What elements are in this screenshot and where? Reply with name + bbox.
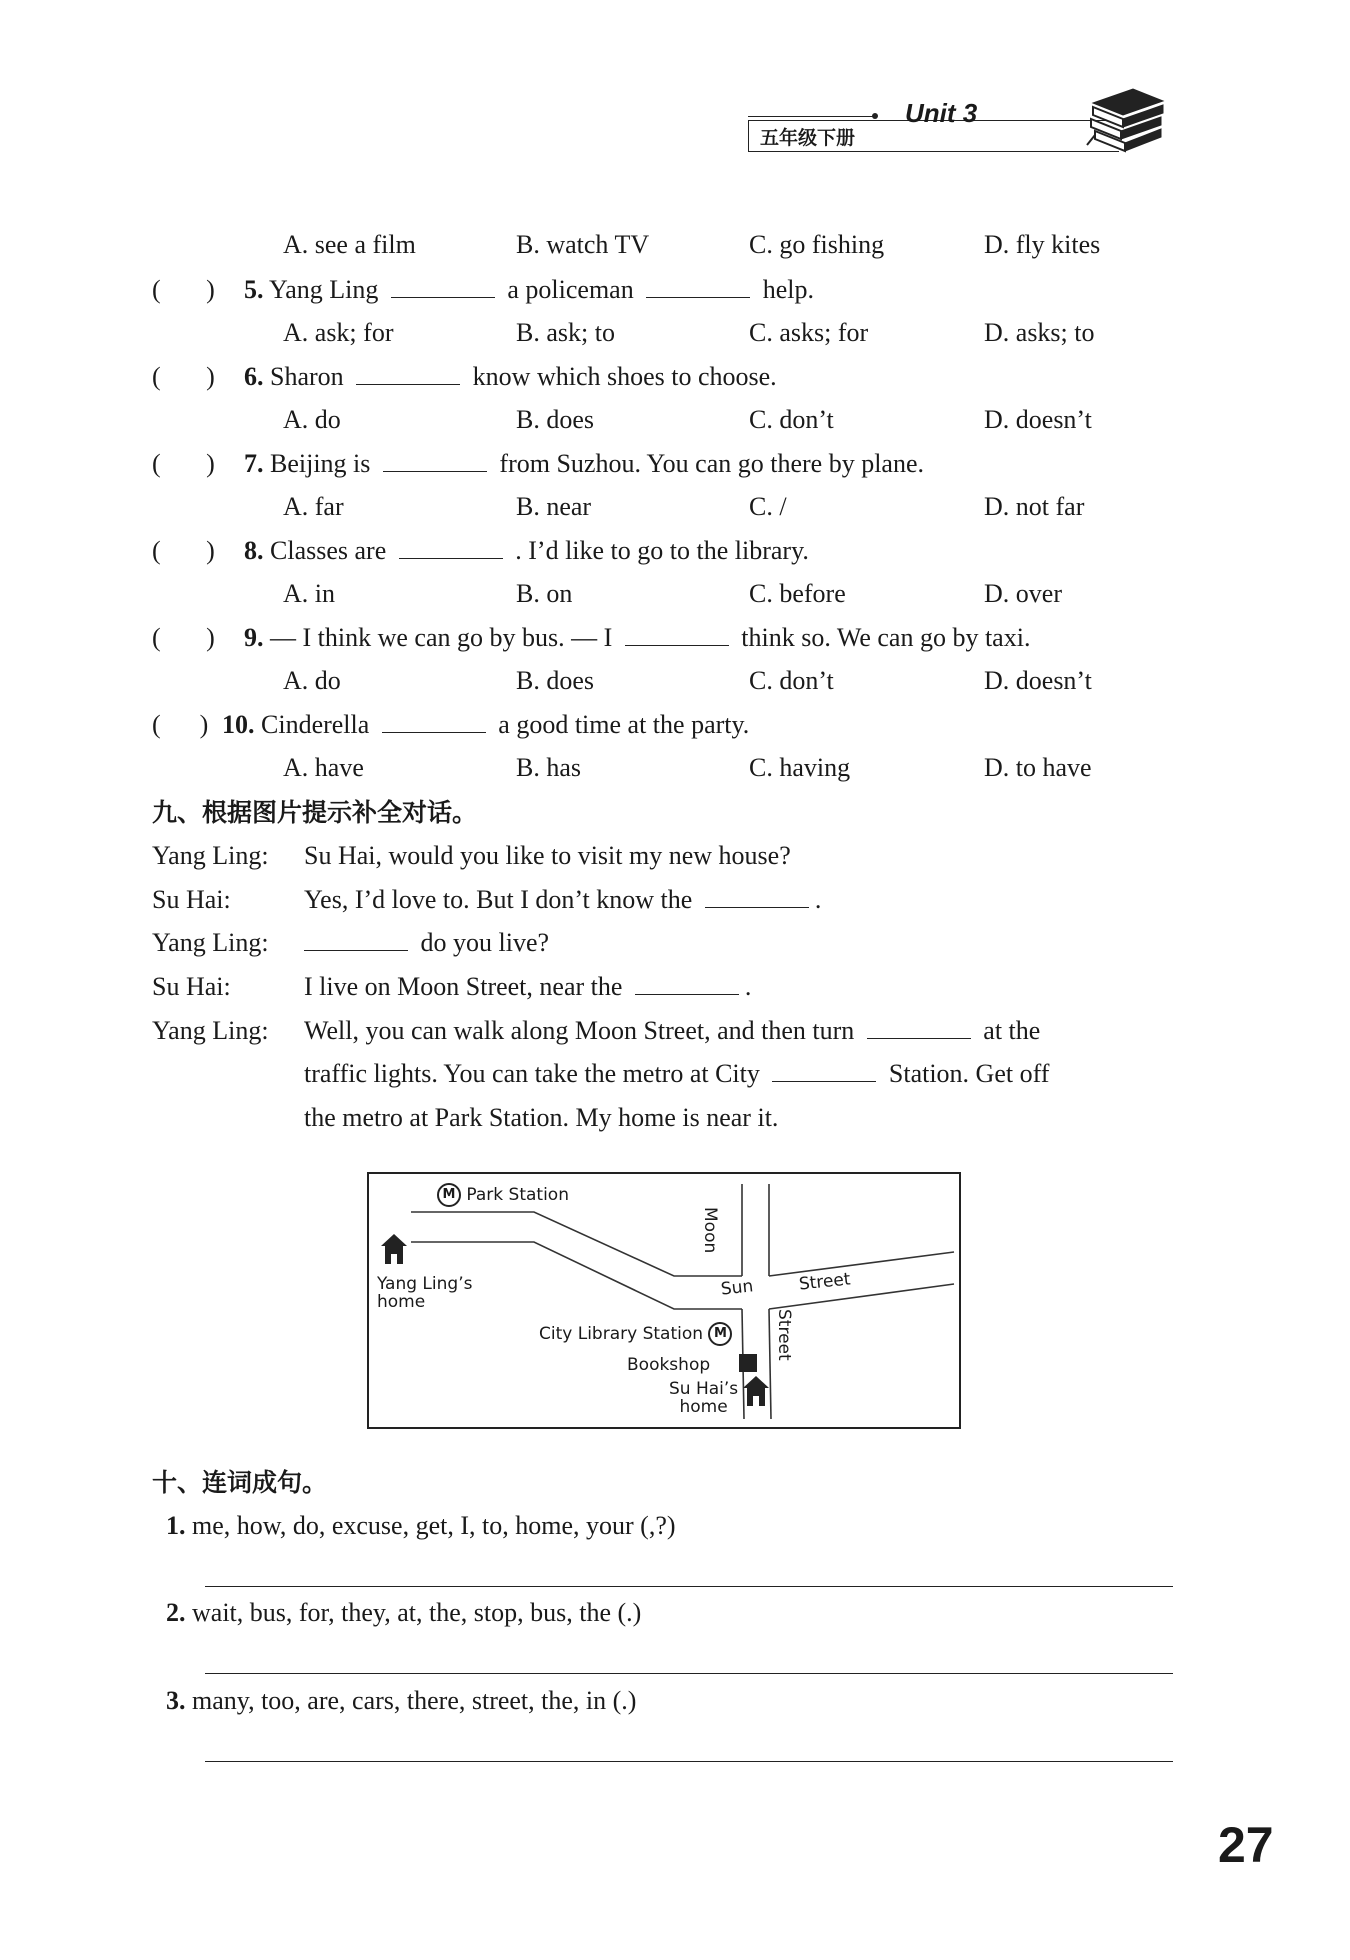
- question-8: [244, 538, 809, 564]
- fill-blank[interactable]: [867, 1018, 971, 1039]
- moon-street-label-bottom: Street: [774, 1309, 794, 1361]
- dialogue-text: .: [814, 885, 822, 914]
- question-text: . I’d like to go to the library.: [515, 536, 809, 565]
- question-5: [244, 277, 814, 303]
- option: C. having: [749, 753, 851, 782]
- header-grade: 五年级下册: [760, 127, 856, 149]
- metro-icon: M: [437, 1183, 461, 1207]
- page-number: 27: [1218, 1817, 1274, 1873]
- item-number: 3.: [166, 1686, 186, 1715]
- option: A. have: [283, 753, 364, 782]
- fill-blank[interactable]: [304, 930, 408, 951]
- street-label: Street: [797, 1269, 852, 1295]
- option: A. far: [283, 492, 344, 521]
- option: B. near: [516, 492, 592, 521]
- section-10-title: 十、连词成句。: [152, 1468, 328, 1497]
- question-number: 10.: [222, 710, 255, 739]
- answer-paren[interactable]: ( ): [152, 536, 215, 565]
- question-text: Cinderella: [261, 710, 370, 739]
- answer-paren[interactable]: ( ): [152, 362, 215, 391]
- speaker: Yang Ling:: [152, 1016, 269, 1045]
- dialogue-text: Well, you can walk along Moon Street, and then turn: [304, 1016, 855, 1045]
- fill-blank[interactable]: [705, 887, 809, 908]
- dialogue-text: .: [744, 972, 752, 1001]
- su-home-text-2: home: [679, 1396, 728, 1417]
- dialogue-text: do you live?: [420, 928, 550, 957]
- option: C. before: [749, 579, 846, 608]
- header-unit: Unit 3: [905, 98, 978, 128]
- answer-line[interactable]: [205, 1673, 1173, 1674]
- dialogue-text: traffic lights. You can take the metro at City: [304, 1059, 760, 1088]
- sun-street-label: Sun: [719, 1276, 755, 1300]
- item-number: 2.: [166, 1598, 186, 1627]
- dialogue-text: Yes, I’d love to. But I don’t know the: [304, 885, 693, 914]
- answer-line[interactable]: [205, 1586, 1173, 1587]
- dialogue-line: [298, 930, 549, 956]
- q4-option-d: D. fly kites: [984, 230, 1101, 259]
- dialogue-line: [304, 1018, 1040, 1044]
- q4-option-a: A. see a film: [283, 230, 416, 259]
- answer-paren[interactable]: ( ): [152, 449, 215, 478]
- option: B. does: [516, 666, 594, 695]
- question-text: Beijing is: [270, 449, 371, 478]
- answer-line[interactable]: [205, 1761, 1173, 1762]
- question-9: [244, 625, 1030, 651]
- option: A. ask; for: [283, 318, 394, 347]
- moon-street-label-top: Moon: [700, 1207, 720, 1254]
- fill-blank[interactable]: [399, 538, 503, 559]
- yang-home-text: Yang Ling’s: [377, 1274, 473, 1294]
- fill-blank[interactable]: [646, 277, 750, 298]
- house-icon: [379, 1232, 409, 1268]
- fill-blank[interactable]: [382, 712, 486, 733]
- option: A. do: [283, 666, 341, 695]
- answer-paren[interactable]: ( ): [152, 623, 215, 652]
- su-home-label: [669, 1381, 738, 1417]
- metro-icon: M: [708, 1322, 732, 1346]
- park-station-label: [437, 1183, 569, 1207]
- question-number: 8.: [244, 536, 264, 565]
- dialogue-text: at the: [983, 1016, 1041, 1045]
- question-number: 5.: [244, 275, 264, 304]
- speaker: Yang Ling:: [152, 928, 269, 957]
- section-9-title: 九、根据图片提示补全对话。: [152, 798, 478, 827]
- header-rule: [748, 116, 873, 117]
- dialogue-text: Station. Get off: [888, 1059, 1050, 1088]
- dialogue-line: [304, 974, 751, 1000]
- question-number: 7.: [244, 449, 264, 478]
- fill-blank[interactable]: [635, 974, 739, 995]
- reorder-item-3: [166, 1688, 636, 1714]
- option: C. don’t: [749, 666, 834, 695]
- dialogue-line: [304, 887, 821, 913]
- question-text: from Suzhou. You can go there by plane.: [499, 449, 925, 478]
- item-words: wait, bus, for, they, at, the, stop, bus, the (.): [192, 1598, 642, 1627]
- item-words: many, too, are, cars, there, street, the, in (.): [192, 1686, 637, 1715]
- option: D. asks; to: [984, 318, 1095, 347]
- question-text: know which shoes to choose.: [472, 362, 777, 391]
- option: C. /: [749, 492, 787, 521]
- fill-blank[interactable]: [625, 625, 729, 646]
- speaker: Su Hai:: [152, 885, 231, 914]
- question-text: a good time at the party.: [498, 710, 750, 739]
- yang-home-text-2: home: [377, 1291, 426, 1312]
- option: C. asks; for: [749, 318, 869, 347]
- dialogue-text: I live on Moon Street, near the: [304, 972, 623, 1001]
- option: D. over: [984, 579, 1062, 608]
- item-number: 1.: [166, 1511, 186, 1540]
- reorder-item-1: [166, 1513, 676, 1539]
- question-number: 9.: [244, 623, 264, 652]
- dialogue-line: Su Hai, would you like to visit my new house?: [304, 841, 791, 870]
- option: D. to have: [984, 753, 1092, 782]
- fill-blank[interactable]: [383, 451, 487, 472]
- option: D. doesn’t: [984, 666, 1092, 695]
- bookshop-icon: [739, 1354, 757, 1372]
- street-map: [367, 1172, 961, 1429]
- question-6: [244, 364, 777, 390]
- su-home-text: Su Hai’s: [669, 1379, 739, 1399]
- dialogue-line: [304, 1061, 1049, 1087]
- q4-option-c: C. go fishing: [749, 230, 885, 259]
- item-words: me, how, do, excuse, get, I, to, home, your (,?): [192, 1511, 676, 1540]
- question-text: Yang Ling: [269, 275, 379, 304]
- speaker: Yang Ling:: [152, 841, 269, 870]
- option: B. on: [516, 579, 573, 608]
- park-station-text: Park Station: [466, 1185, 569, 1205]
- fill-blank[interactable]: [356, 364, 460, 385]
- question-text: — I think we can go by bus. — I: [270, 623, 613, 652]
- bookshop-label: Bookshop: [627, 1355, 711, 1375]
- option: D. not far: [984, 492, 1085, 521]
- answer-paren[interactable]: ( ): [152, 710, 209, 739]
- house-icon: [741, 1374, 771, 1408]
- dialogue-line: the metro at Park Station. My home is near it.: [304, 1103, 779, 1132]
- option: B. has: [516, 753, 581, 782]
- question-text: Sharon: [270, 362, 344, 391]
- option: B. ask; to: [516, 318, 615, 347]
- header-dot: [872, 113, 878, 119]
- city-library-station-label: [539, 1322, 732, 1346]
- question-number: 6.: [244, 362, 264, 391]
- option: A. in: [283, 579, 335, 608]
- speaker: Su Hai:: [152, 972, 231, 1001]
- books-icon: [1085, 85, 1165, 155]
- question-text: think so. We can go by taxi.: [741, 623, 1031, 652]
- yang-home-label: [377, 1276, 472, 1312]
- option: D. doesn’t: [984, 405, 1092, 434]
- q4-option-b: B. watch TV: [516, 230, 650, 259]
- fill-blank[interactable]: [772, 1061, 876, 1082]
- option: C. don’t: [749, 405, 834, 434]
- fill-blank[interactable]: [391, 277, 495, 298]
- question-7: [244, 451, 924, 477]
- question-10: [222, 712, 749, 738]
- question-text: help.: [762, 275, 814, 304]
- reorder-item-2: [166, 1600, 641, 1626]
- answer-paren[interactable]: ( ): [152, 275, 215, 304]
- option: A. do: [283, 405, 341, 434]
- option: B. does: [516, 405, 594, 434]
- city-library-text: City Library Station: [539, 1324, 704, 1344]
- question-text: Classes are: [270, 536, 387, 565]
- question-text: a policeman: [507, 275, 634, 304]
